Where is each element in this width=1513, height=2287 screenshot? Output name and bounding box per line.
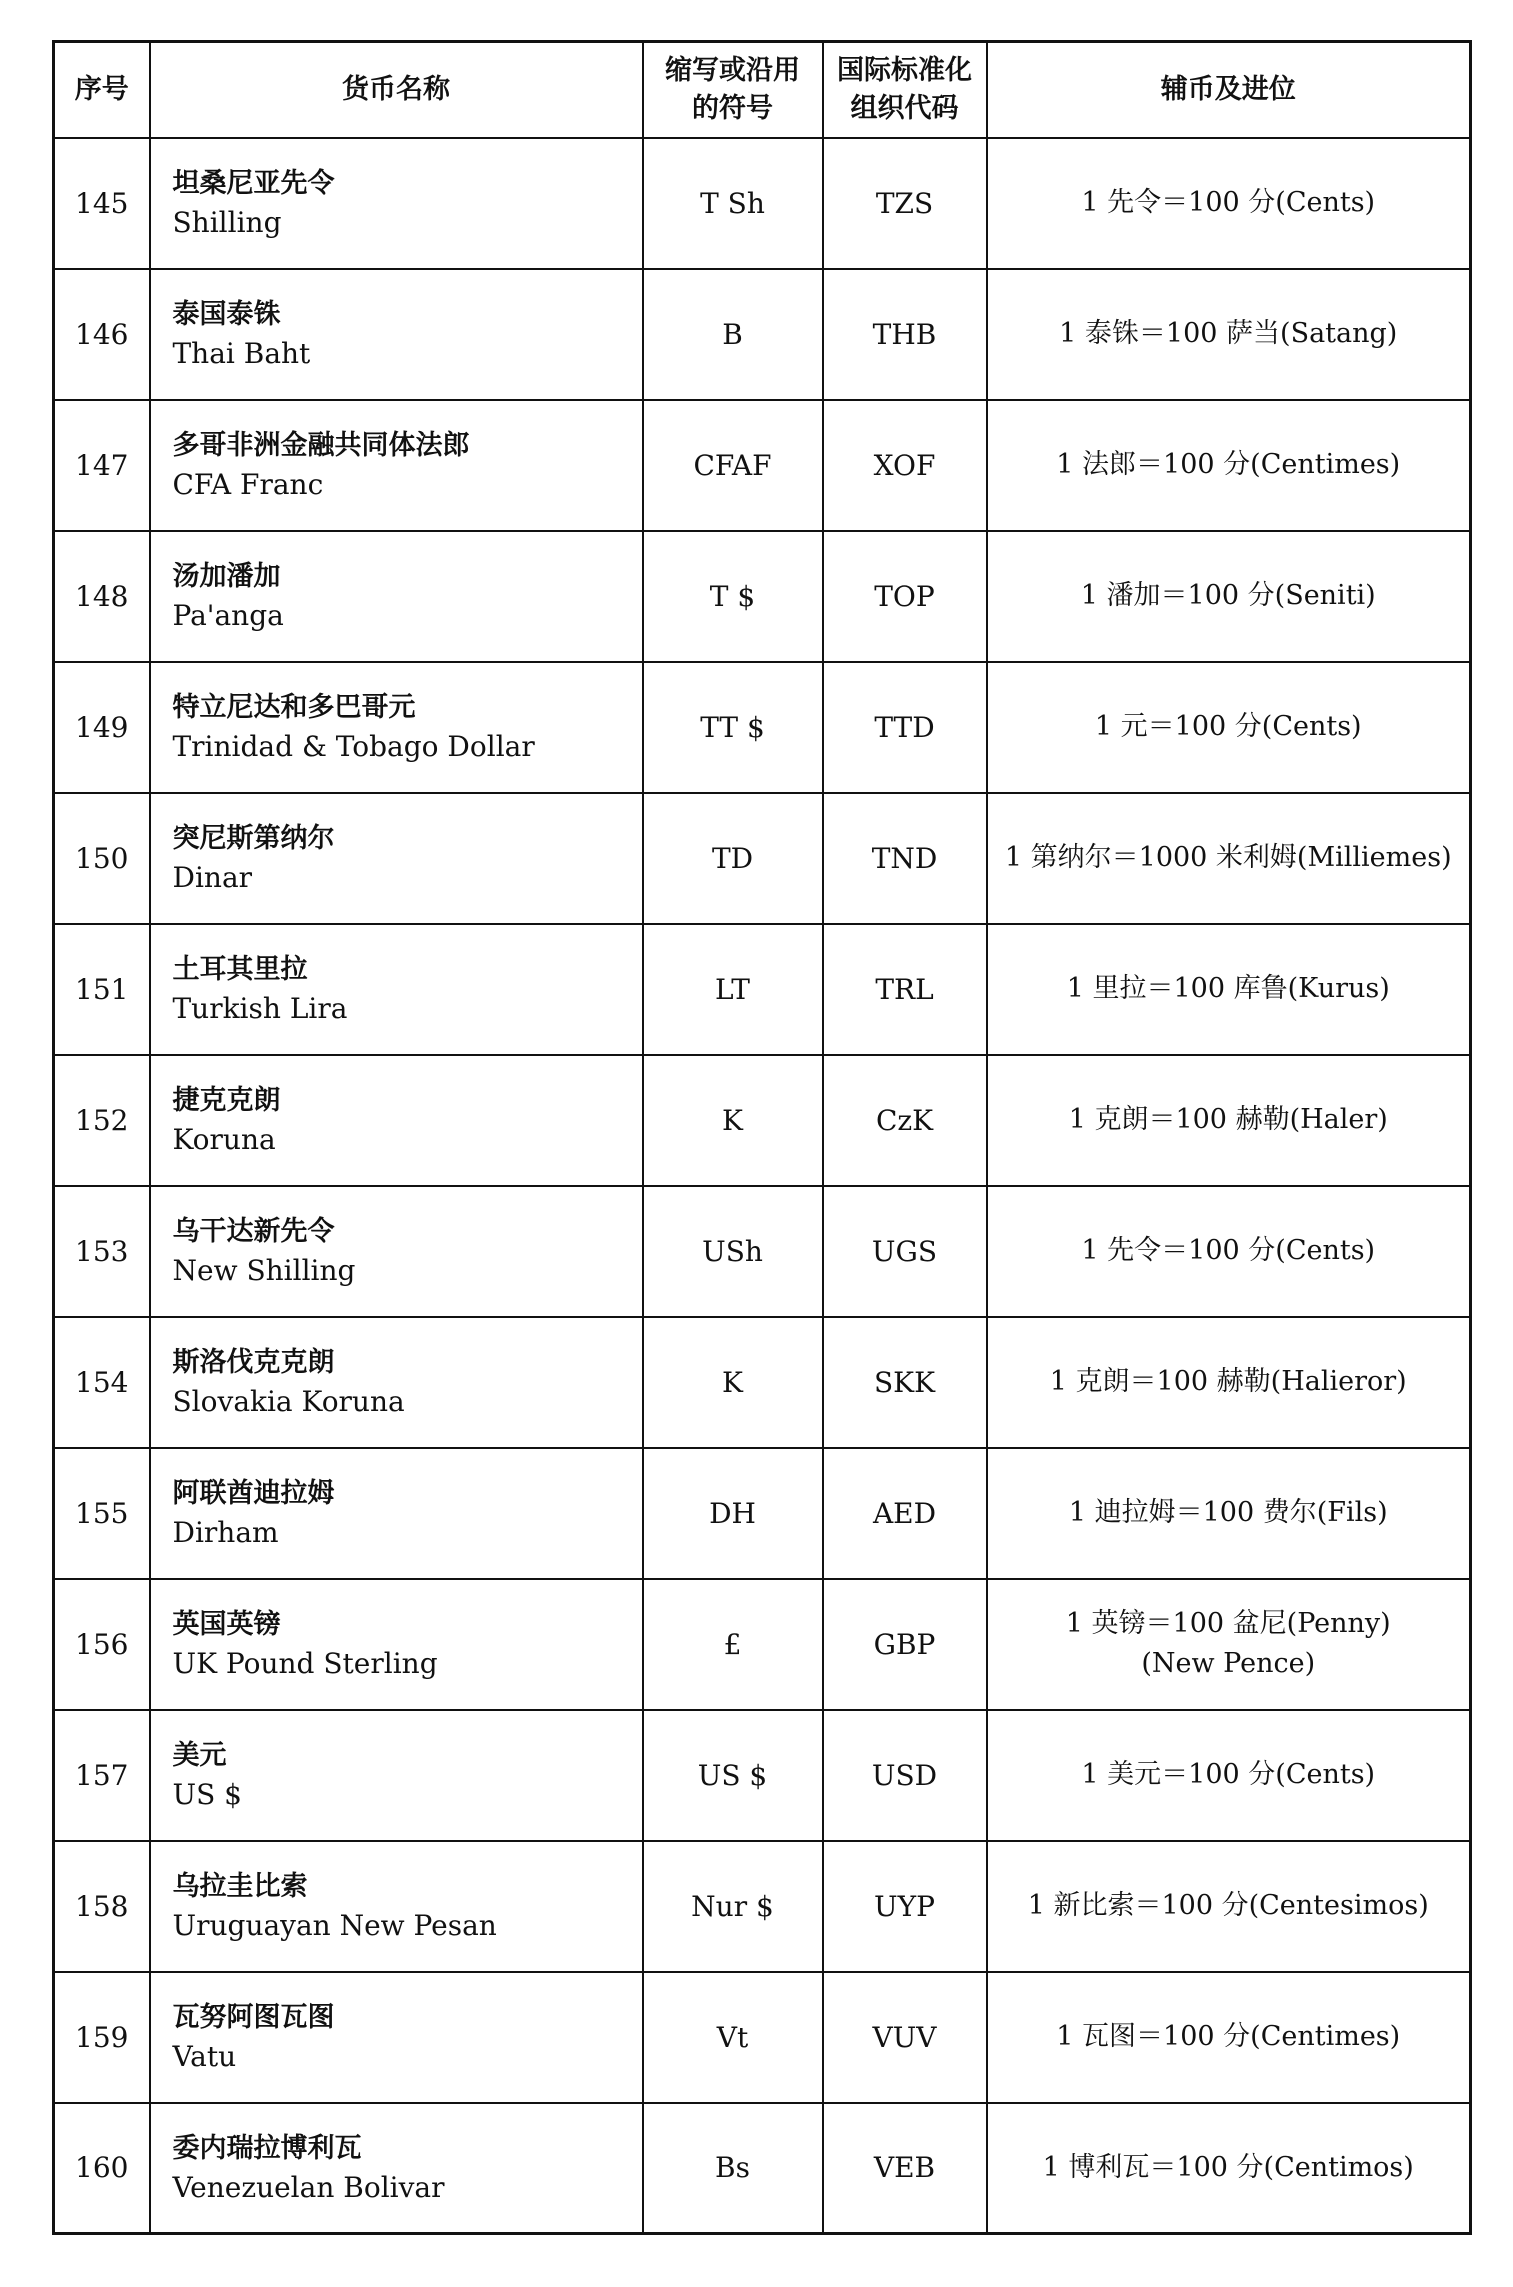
header-iso-line1: 国际标准化 — [837, 54, 972, 86]
header-symbol — [643, 42, 823, 138]
table-row — [54, 1186, 1471, 1317]
currency-name-cell — [150, 793, 643, 924]
subunit-cell — [987, 1710, 1471, 1841]
currency-name-english: Vatu — [172, 2040, 237, 2073]
currency-name-english: Turkish Lira — [172, 992, 348, 1025]
currency-symbol: K — [643, 1055, 823, 1186]
currency-name-chinese: 特立尼达和多巴哥元 — [172, 692, 416, 723]
subunit-text: (New Pence) — [1141, 1648, 1316, 1679]
currency-name-english: UK Pound Sterling — [172, 1647, 438, 1680]
subunit-cell — [987, 1186, 1471, 1317]
table-row — [54, 924, 1471, 1055]
iso-code: AED — [823, 1448, 987, 1579]
currency-name-chinese: 坦桑尼亚先令 — [172, 168, 335, 199]
table-row — [54, 793, 1471, 924]
currency-symbol: USh — [643, 1186, 823, 1317]
header-iso-code — [823, 42, 987, 138]
row-number: 160 — [54, 2103, 150, 2234]
currency-symbol: Nur $ — [643, 1841, 823, 1972]
row-number: 154 — [54, 1317, 150, 1448]
row-number: 159 — [54, 1972, 150, 2103]
table-row — [54, 1972, 1471, 2103]
table-row — [54, 400, 1471, 531]
currency-name-chinese: 土耳其里拉 — [172, 954, 308, 985]
currency-name-cell — [150, 924, 643, 1055]
currency-symbol: US $ — [643, 1710, 823, 1841]
currency-name-cell — [150, 531, 643, 662]
currency-name-english: Slovakia Koruna — [172, 1385, 405, 1418]
subunit-text: 1 克朗＝100 赫勒(Halieror) — [1049, 1366, 1407, 1397]
row-number: 146 — [54, 269, 150, 400]
subunit-text: 1 先令＝100 分(Cents) — [1081, 187, 1376, 218]
subunit-text: 1 泰铢＝100 萨当(Satang) — [1059, 318, 1398, 349]
subunit-cell — [987, 269, 1471, 400]
currency-symbol: TD — [643, 793, 823, 924]
row-number: 145 — [54, 138, 150, 269]
currency-name-cell — [150, 1317, 643, 1448]
currency-name-cell — [150, 1972, 643, 2103]
iso-code: THB — [823, 269, 987, 400]
subunit-text: 1 第纳尔＝1000 米利姆(Milliemes) — [1004, 842, 1452, 873]
iso-code: TND — [823, 793, 987, 924]
currency-name-cell — [150, 400, 643, 531]
subunit-cell — [987, 138, 1471, 269]
subunit-text: 1 里拉＝100 库鲁(Kurus) — [1066, 973, 1390, 1004]
currency-name-english: Shilling — [172, 206, 282, 239]
currency-name-cell — [150, 138, 643, 269]
currency-name-cell — [150, 1710, 643, 1841]
subunit-text: 1 先令＝100 分(Cents) — [1081, 1235, 1376, 1266]
table-row — [54, 269, 1471, 400]
iso-code: TZS — [823, 138, 987, 269]
currency-symbol: LT — [643, 924, 823, 1055]
currency-symbol: T Sh — [643, 138, 823, 269]
row-number: 155 — [54, 1448, 150, 1579]
currency-name-cell — [150, 1841, 643, 1972]
iso-code: GBP — [823, 1579, 987, 1710]
subunit-cell — [987, 924, 1471, 1055]
table-row — [54, 2103, 1471, 2234]
currency-symbol: Bs — [643, 2103, 823, 2234]
subunit-text: 1 新比索＝100 分(Centesimos) — [1027, 1890, 1429, 1921]
row-number: 151 — [54, 924, 150, 1055]
currency-name-english: Dinar — [172, 861, 253, 894]
currency-symbol: B — [643, 269, 823, 400]
currency-name-chinese: 美元 — [172, 1740, 227, 1771]
header-iso-line2: 组织代码 — [850, 92, 959, 124]
currency-name-english: CFA Franc — [172, 468, 324, 501]
subunit-cell — [987, 793, 1471, 924]
row-number: 149 — [54, 662, 150, 793]
currency-name-cell — [150, 1448, 643, 1579]
iso-code: CzK — [823, 1055, 987, 1186]
subunit-cell — [987, 2103, 1471, 2234]
table-row — [54, 1055, 1471, 1186]
header-row — [54, 42, 1471, 138]
header-currency-name: 货币名称 — [150, 42, 643, 138]
currency-symbol: Vt — [643, 1972, 823, 2103]
subunit-cell — [987, 400, 1471, 531]
currency-name-chinese: 多哥非洲金融共同体法郎 — [172, 430, 470, 461]
subunit-text: 1 潘加＝100 分(Seniti) — [1080, 580, 1376, 611]
table-row — [54, 662, 1471, 793]
table-header — [54, 42, 1471, 138]
row-number: 157 — [54, 1710, 150, 1841]
currency-name-chinese: 乌拉圭比索 — [172, 1871, 308, 1902]
row-number: 158 — [54, 1841, 150, 1972]
currency-name-english: Trinidad & Tobago Dollar — [172, 730, 535, 763]
iso-code: USD — [823, 1710, 987, 1841]
currency-symbol: £ — [643, 1579, 823, 1710]
currency-name-english: Koruna — [172, 1123, 276, 1156]
subunit-cell — [987, 1055, 1471, 1186]
currency-symbol: CFAF — [643, 400, 823, 531]
table-body — [54, 138, 1471, 2234]
currency-name-english: Uruguayan New Pesan — [172, 1909, 497, 1942]
subunit-text: 1 博利瓦＝100 分(Centimos) — [1042, 2151, 1414, 2183]
row-number: 156 — [54, 1579, 150, 1710]
currency-name-cell — [150, 1055, 643, 1186]
subunit-text: 1 迪拉姆＝100 费尔(Fils) — [1068, 1497, 1388, 1528]
currency-name-chinese: 汤加潘加 — [172, 561, 281, 592]
currency-name-chinese: 瓦努阿图瓦图 — [172, 2002, 335, 2033]
currency-name-chinese: 阿联酋迪拉姆 — [172, 1478, 335, 1509]
row-number: 152 — [54, 1055, 150, 1186]
currency-name-chinese: 英国英镑 — [172, 1609, 281, 1640]
subunit-cell — [987, 1972, 1471, 2103]
subunit-text: 1 元＝100 分(Cents) — [1094, 711, 1362, 742]
row-number: 148 — [54, 531, 150, 662]
subunit-cell — [987, 662, 1471, 793]
row-number: 153 — [54, 1186, 150, 1317]
iso-code: TOP — [823, 531, 987, 662]
currency-name-english: New Shilling — [172, 1254, 356, 1287]
row-number: 147 — [54, 400, 150, 531]
currency-name-english: Dirham — [172, 1516, 279, 1549]
currency-name-chinese: 委内瑞拉博利瓦 — [172, 2132, 362, 2164]
iso-code: SKK — [823, 1317, 987, 1448]
subunit-text: 1 克朗＝100 赫勒(Haler) — [1068, 1104, 1388, 1135]
iso-code: VUV — [823, 1972, 987, 2103]
table-row — [54, 1579, 1471, 1710]
subunit-text: 1 美元＝100 分(Cents) — [1081, 1759, 1376, 1790]
currency-table — [52, 40, 1472, 2235]
currency-name-english: Thai Baht — [172, 337, 311, 370]
currency-name-cell — [150, 1186, 643, 1317]
table-row — [54, 1317, 1471, 1448]
table-row — [54, 1448, 1471, 1579]
currency-name-cell — [150, 2103, 643, 2234]
table-row — [54, 138, 1471, 269]
currency-name-chinese: 捷克克朗 — [172, 1085, 281, 1116]
currency-name-chinese: 乌干达新先令 — [172, 1216, 335, 1247]
iso-code: XOF — [823, 400, 987, 531]
iso-code: TTD — [823, 662, 987, 793]
currency-name-chinese: 斯洛伐克克朗 — [172, 1347, 335, 1378]
header-subunit: 辅币及进位 — [987, 42, 1471, 138]
table-row — [54, 1841, 1471, 1972]
currency-name-english: Pa'anga — [172, 599, 284, 632]
currency-name-chinese: 泰国泰铢 — [172, 299, 281, 330]
iso-code: VEB — [823, 2103, 987, 2234]
header-symbol-line2: 的符号 — [692, 92, 773, 124]
table-row — [54, 1710, 1471, 1841]
subunit-text: 1 英镑＝100 盆尼(Penny) — [1065, 1608, 1391, 1639]
currency-name-cell — [150, 662, 643, 793]
currency-symbol: T $ — [643, 531, 823, 662]
currency-symbol: TT $ — [643, 662, 823, 793]
subunit-cell — [987, 1317, 1471, 1448]
subunit-text: 1 瓦图＝100 分(Centimes) — [1056, 2021, 1401, 2052]
subunit-cell — [987, 531, 1471, 662]
subunit-text: 1 法郎＝100 分(Centimes) — [1056, 449, 1401, 480]
currency-name-cell — [150, 1579, 643, 1710]
currency-symbol: DH — [643, 1448, 823, 1579]
iso-code: UYP — [823, 1841, 987, 1972]
subunit-cell — [987, 1841, 1471, 1972]
subunit-cell — [987, 1579, 1471, 1710]
currency-name-cell — [150, 269, 643, 400]
iso-code: UGS — [823, 1186, 987, 1317]
row-number: 150 — [54, 793, 150, 924]
iso-code: TRL — [823, 924, 987, 1055]
currency-name-chinese: 突尼斯第纳尔 — [172, 823, 335, 854]
currency-name-english: Venezuelan Bolivar — [172, 2170, 445, 2204]
currency-symbol: K — [643, 1317, 823, 1448]
header-symbol-line1: 缩写或沿用 — [665, 54, 800, 86]
subunit-cell — [987, 1448, 1471, 1579]
currency-name-english: US $ — [172, 1778, 242, 1811]
header-number: 序号 — [54, 42, 150, 138]
table-row — [54, 531, 1471, 662]
